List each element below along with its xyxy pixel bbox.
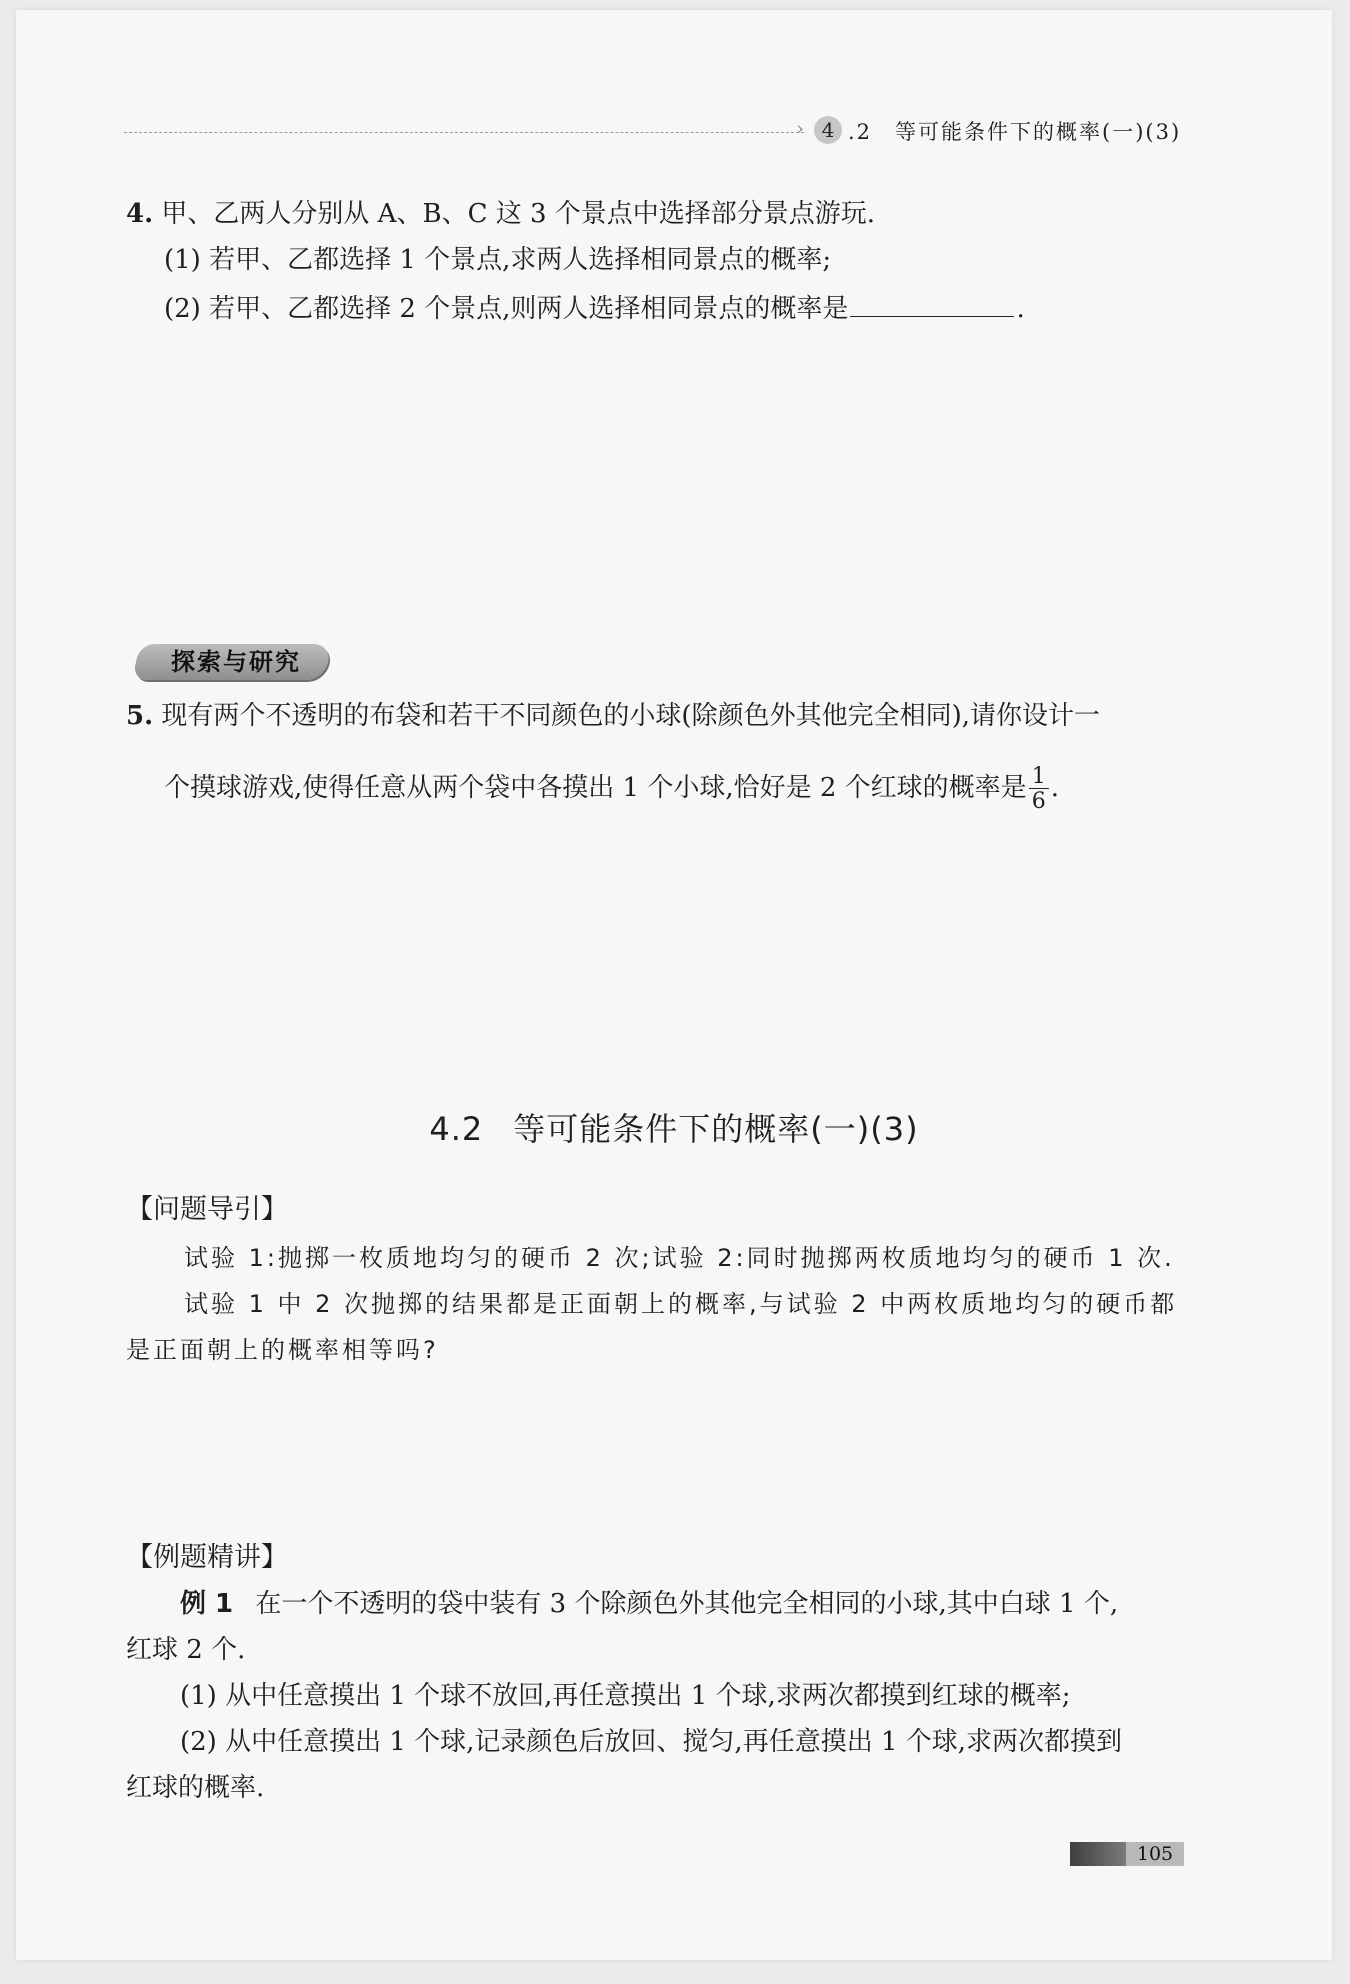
guide-line3: 是正面朝上的概率相等吗? <box>126 1336 439 1364</box>
q5-line2-text: 个摸球游戏,使得任意从两个袋中各摸出 1 个小球,恰好是 2 个红球的概率是 <box>164 773 1027 803</box>
example-line4: (2) 从中任意摸出 1 个球,记录颜色后放回、搅匀,再任意摸出 1 个球,求两次都摸到 <box>180 1727 1123 1757</box>
answer-blank[interactable] <box>850 288 1014 317</box>
q4-stem <box>126 196 875 232</box>
q4-stem-text: 甲、乙两人分别从 A、B、C 这 3 个景点中选择部分景点游玩. <box>161 199 876 229</box>
q5-line2-end: . <box>1050 773 1059 803</box>
probability-fraction <box>1029 763 1049 814</box>
fraction-denominator: 6 <box>1031 788 1046 814</box>
example-line2: 红球 2 个. <box>126 1635 246 1665</box>
explore-badge-label: 探索与研究 <box>171 648 301 676</box>
q4-part1: (1) 若甲、乙都选择 1 个景点,求两人选择相同景点的概率; <box>164 245 832 275</box>
example-line3: (1) 从中任意摸出 1 个球不放回,再任意摸出 1 个球,求两次都摸到红球的概率; <box>180 1681 1071 1711</box>
guide-line1: 试验 1:抛掷一枚质地均匀的硬币 2 次;试验 2:同时抛掷两枚质地均匀的硬币 1 次. <box>184 1244 1175 1272</box>
example-line5: 红球的概率. <box>126 1773 265 1803</box>
q5-line1 <box>126 698 1100 734</box>
fraction-numerator: 1 <box>1029 766 1049 789</box>
example-line1-text: 在一个不透明的袋中装有 3 个除颜色外其他完全相同的小球,其中白球 1 个, <box>255 1589 1119 1619</box>
guide-line2: 试验 1 中 2 次抛掷的结果都是正面朝上的概率,与试验 2 中两枚质地均匀的硬币都 <box>184 1290 1178 1318</box>
header-dotted-rule <box>124 132 804 133</box>
header-running-title: .2 等可能条件下的概率(一)(3) <box>848 120 1182 144</box>
q5-line1-text: 现有两个不透明的布袋和若干不同颜色的小球(除颜色外其他完全相同),请你设计一 <box>161 701 1100 731</box>
textbook-page <box>16 10 1332 1960</box>
q4-part2 <box>164 288 1025 327</box>
example-label: 例 1 <box>180 1589 234 1619</box>
guide-heading: 【问题导引】 <box>126 1194 288 1225</box>
page-number: 105 <box>1126 1842 1184 1866</box>
page-number-tab <box>1070 1842 1126 1866</box>
q5-number: 5. <box>126 701 154 731</box>
q4-part2-text: (2) 若甲、乙都选择 2 个景点,则两人选择相同景点的概率是 <box>164 294 849 324</box>
header-arrow-icon: › <box>796 116 804 140</box>
q5-line2 <box>164 758 1059 818</box>
example-heading: 【例题精讲】 <box>126 1542 288 1573</box>
section-title <box>16 1104 1332 1150</box>
q4-number: 4. <box>126 199 154 229</box>
header-chapter-circle: 4 <box>814 116 842 144</box>
example-line1 <box>180 1586 1118 1622</box>
section-number: 4.2 <box>429 1110 484 1148</box>
q4-part2-end: . <box>1016 294 1025 324</box>
section-title-text: 等可能条件下的概率(一)(3) <box>513 1110 919 1148</box>
